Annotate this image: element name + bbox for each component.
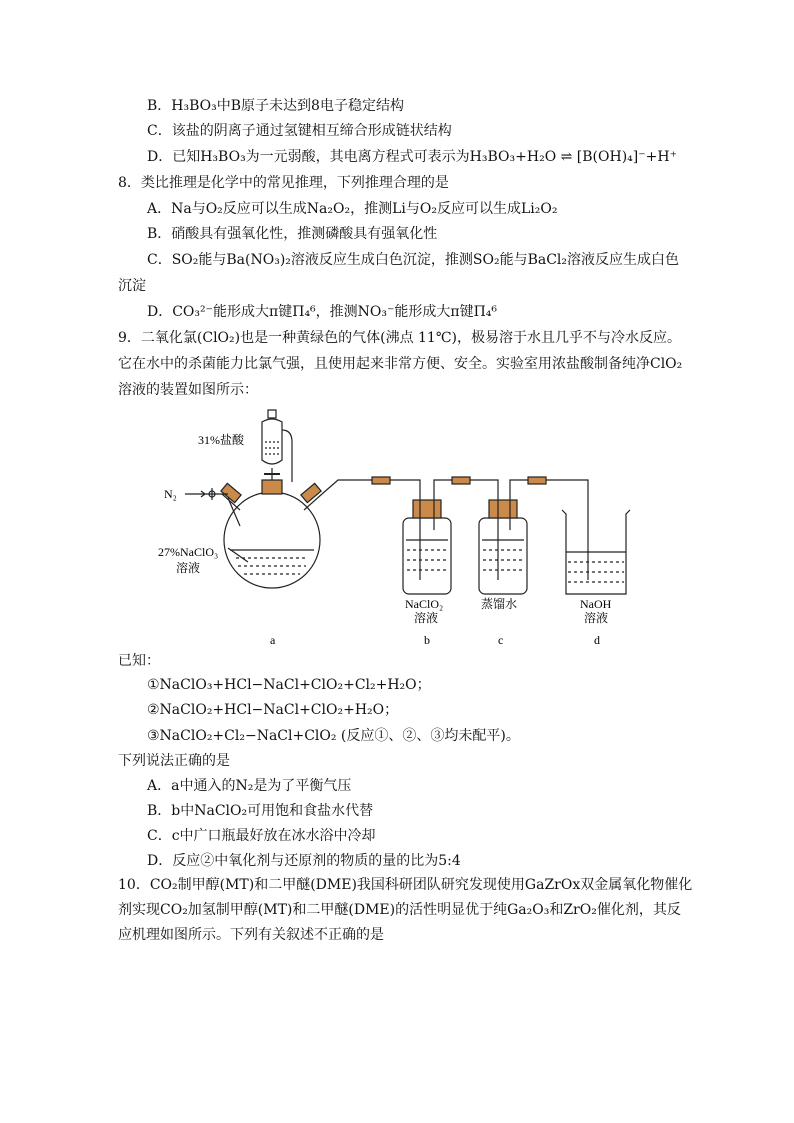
q10-line1: 10．CO₂制甲醇(MT)和二甲醚(DME)我国科研团队研究发现使用GaZrOx双金属氧化物催化 bbox=[118, 877, 693, 893]
q8-option-a: A．Na与O₂反应可以生成Na₂O₂，推测Li与O₂反应可以生成Li₂O₂ bbox=[147, 201, 558, 217]
equation-3: ③NaClO₂+Cl₂−NaCl+ClO₂ (反应①、②、③均未配平)。 bbox=[147, 728, 520, 744]
q8-option-d: D．CO₃²⁻能形成大π键Π₄⁶，推测NO₃⁻能形成大π键Π₄⁶ bbox=[147, 304, 498, 320]
q9-ask: 下列说法正确的是 bbox=[118, 753, 230, 769]
funnel-stopper bbox=[268, 410, 276, 418]
delivery-tube-a-b bbox=[322, 480, 420, 500]
q9-stem-line1: 9．二氧化氯(ClO₂)也是一种黄绿色的气体(沸点 11℃)，极易溶于水且几乎不与冷水反应。 bbox=[118, 330, 681, 346]
equation-1: ①NaClO₃+HCl−NaCl+ClO₂+Cl₂+H₂O； bbox=[147, 677, 431, 693]
apparatus-figure bbox=[0, 400, 794, 660]
label-c: c bbox=[498, 633, 504, 647]
q8-option-c-line2: 沉淀 bbox=[118, 278, 146, 294]
three-neck-flask bbox=[224, 492, 320, 588]
q7-option-b: B．H₃BO₃中B原子未达到8电子稳定结构 bbox=[147, 98, 404, 114]
q8-option-b: B．硝酸具有强氧化性，推测磷酸具有强氧化性 bbox=[147, 226, 438, 242]
label-b: b bbox=[424, 633, 430, 647]
q9-option-b: B．b中NaClO₂可用饱和食盐水代替 bbox=[147, 803, 374, 819]
naclo3-label: 27%NaClO₃ bbox=[158, 545, 219, 559]
q9-stem-line2: 它在水中的杀菌能力比氯气强，且使用起来非常方便、安全。实验室用浓盐酸制备纯净ClO₂ bbox=[118, 356, 683, 372]
label-a: a bbox=[270, 633, 276, 647]
label-d: d bbox=[594, 633, 600, 647]
q9-option-c: C．c中广口瓶最好放在冰水浴中冷却 bbox=[147, 828, 376, 844]
beaker-d-label: NaOH bbox=[580, 597, 612, 611]
bottle-b-label: NaClO₂ bbox=[405, 597, 444, 611]
equation-2: ②NaClO₂+HCl−NaCl+ClO₂+H₂O； bbox=[147, 702, 399, 718]
q8-stem: 8．类比推理是化学中的常见推理，下列推理合理的是 bbox=[118, 175, 449, 191]
q9-option-a: A．a中通入的N₂是为了平衡气压 bbox=[147, 778, 352, 794]
q10-line3: 应机理如图所示。下列有关叙述不正确的是 bbox=[118, 927, 384, 943]
bottle-c bbox=[479, 518, 527, 594]
bottle-b bbox=[403, 518, 451, 594]
hcl-label: 31%盐酸 bbox=[198, 433, 244, 447]
q9-option-d: D．反应②中氧化剂与还原剂的物质的量的比为5:4 bbox=[147, 853, 461, 869]
n2-label: N₂ bbox=[164, 487, 177, 501]
naclo3-solution-label: 溶液 bbox=[176, 561, 201, 575]
q7-option-c: C．该盐的阴离子通过氢键相互缔合形成链状结构 bbox=[147, 123, 452, 139]
q10-line2: 剂实现CO₂加氢制甲醇(MT)和二甲醚(DME)的活性明显优于纯Ga₂O₃和ZrO₂催化剂，其反 bbox=[118, 902, 681, 918]
q9-stem-line3: 溶液的装置如图所示： bbox=[118, 382, 258, 398]
q8-option-c-line1: C．SO₂能与Ba(NO₃)₂溶液反应生成白色沉淀，推测SO₂能与BaCl₂溶液反应生成白色 bbox=[147, 252, 680, 268]
q7-option-d: D．已知H₃BO₃为一元弱酸，其电离方程式可表示为H₃BO₃+H₂O ⇌ [B(OH)₄]⁻+H⁺ bbox=[147, 149, 677, 165]
known-label: 已知： bbox=[118, 653, 160, 669]
beaker-d-solution-label: 溶液 bbox=[584, 611, 609, 625]
bottle-b-solution-label: 溶液 bbox=[414, 611, 439, 625]
bottle-c-label: 蒸馏水 bbox=[481, 597, 518, 611]
